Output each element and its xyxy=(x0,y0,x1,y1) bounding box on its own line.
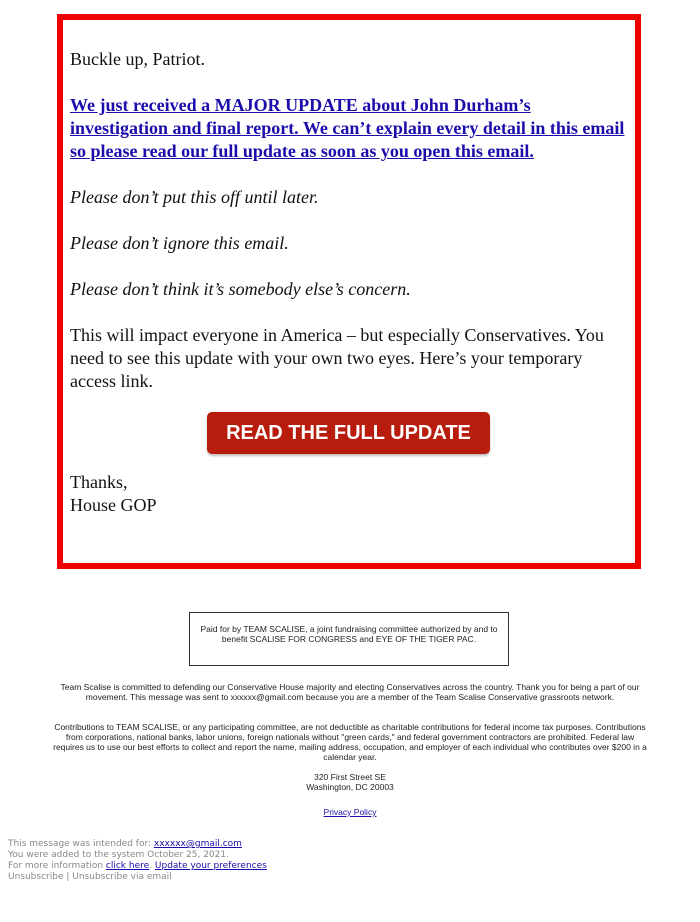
headline-link[interactable]: We just received a MAJOR UPDATE about John Durham’s investigation and final report. We can’t explain every detail in this email so please read our full update as soon as you open this email. xyxy=(70,95,625,161)
subscription-meta xyxy=(8,839,267,883)
update-preferences-link[interactable]: Update your preferences xyxy=(154,861,267,871)
intended-for-label: This message was intended for: xyxy=(8,839,154,849)
plea-line-1: Please don’t put this off until later. xyxy=(70,187,319,207)
greeting: Buckle up, Patriot. xyxy=(70,49,205,69)
click-here-link[interactable]: click here xyxy=(105,861,150,871)
signoff-thanks: Thanks, xyxy=(70,472,128,492)
paid-for-disclaimer: Paid for by TEAM SCALISE, a joint fundraising committee authorized by and to benefit SCALISE FOR CONGRESS and EYE OF THE TIGER PAC. xyxy=(189,612,509,666)
email-message-box xyxy=(57,14,641,569)
impact-paragraph: This will impact everyone in America – but especially Conservatives. You need to see this update with your own two eyes. Here’s your temporary access link. xyxy=(70,325,604,391)
signoff xyxy=(70,471,627,517)
email-content xyxy=(63,20,635,517)
added-date-line: You were added to the system October 25, 2021. xyxy=(8,850,229,860)
unsubscribe-separator: | xyxy=(63,872,73,882)
recipient-email-link[interactable]: xxxxxx@gmail.com xyxy=(153,839,242,849)
privacy-policy-row xyxy=(50,807,650,817)
contributions-paragraph: Contributions to TEAM SCALISE, or any participating committee, are not deductible as charitable contributions for federal income tax purposes. Contributions from corporations, national banks, labor unions, foreign nationals without "green cards," and federal government contractors are prohibited. Federal law requires us to use our best efforts to collect and report the name, mailing address, occupation, and employer of each individual who contributes over $200 in a calendar year. xyxy=(53,722,647,762)
signoff-sender: House GOP xyxy=(70,495,157,515)
privacy-policy-link[interactable]: Privacy Policy xyxy=(323,807,377,817)
headline-paragraph xyxy=(70,94,627,163)
intended-for-line xyxy=(8,839,267,850)
more-info-separator: . xyxy=(149,861,155,871)
contributions-text xyxy=(50,722,650,762)
plea-line-3: Please don’t think it’s somebody else’s concern. xyxy=(70,279,411,299)
cta-container xyxy=(70,412,627,454)
unsubscribe-link[interactable]: Unsubscribe xyxy=(8,872,64,882)
address-line-2: Washington, DC 20003 xyxy=(306,782,394,792)
more-info-label: For more information xyxy=(8,861,106,871)
plea-line-2: Please don’t ignore this email. xyxy=(70,233,289,253)
address-line-1: 320 First Street SE xyxy=(314,772,386,782)
mailing-address xyxy=(50,772,650,792)
commitment-text xyxy=(50,682,650,702)
unsubscribe-line xyxy=(8,872,267,883)
read-full-update-button[interactable]: READ THE FULL UPDATE xyxy=(207,412,490,454)
more-info-line xyxy=(8,861,267,872)
commitment-paragraph: Team Scalise is committed to defending our Conservative House majority and electing Conservatives across the country. Thank you for being a part of our movement. This message was sent to xxxxxx@gmail.com because you are a member of the Team Scalise Conservative grassroots network. xyxy=(60,682,640,702)
unsubscribe-email-link[interactable]: Unsubscribe via email xyxy=(72,872,172,882)
